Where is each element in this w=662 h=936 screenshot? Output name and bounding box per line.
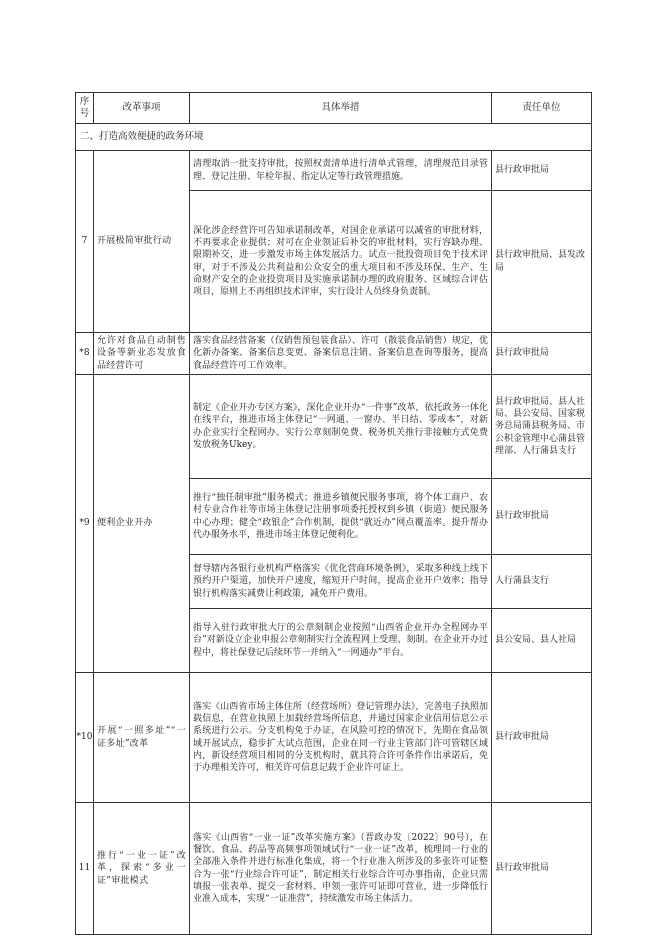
responsible-unit: 县行政审批局: [492, 333, 592, 375]
header-row: [76, 93, 592, 124]
responsible-unit: 县公安局、县人社局: [492, 609, 592, 673]
measure-text: 深化涉企经营许可告知承诺制改革，对国企业承诺可以减省的审批材料，不再要求企业提供；对可在企业领证后补交的审批材料，实行容缺办理、限期补交，进一步激发市场主体发展活力。试点一批投资项目免于技术评审，对于不涉及公共利益和公众安全的重大项目和不涉及环保、生产、生命财产安全的企业投资项目及实施承诺制办理的政府服务、区域综合评估项目，原则上不再组织技术评审，实行设计人员终身负责制。: [190, 191, 492, 333]
measure-text: 督导辖内各银行业机构严格落实《优化营商环境条例》，采取多种线上线下预约开户渠道，加快开户速度，缩短开户时间，提高企业开户效率；指导银行机构落实减费让利政策，减免开户费用。: [190, 555, 492, 609]
responsible-unit: 县行政审批局、县人社局、县公安局、国家税务总局蒲县税务局、市公积金管理中心蒲县管理部、人行蒲县支行: [492, 375, 592, 479]
table-row: [76, 803, 592, 935]
measure-text: 落实《山西省“一业一证”改革实施方案》（晋政办发〔2022〕90号），在餐饮、食品、药品等高频事项领域试行“一业一证”改革，梳理同一行业的全部准入条件并进行标准化集成，将一个行业准入所涉及的多张许可证整合为一张“行业综合许可证”，制定相关行业综合许可办事指南，企业只需填报一张表单、提交一套材料、申领一张许可证即可营业，进一步降低行业准入成本，实现“一证准营”，持续激发市场主体活力。: [190, 803, 492, 935]
responsible-unit: 县行政审批局: [492, 803, 592, 935]
reform-item: 允许对食品自动制售设备等新业态发放食品经营许可: [94, 333, 190, 375]
reform-item: 开展“一照多址”“一证多址”改革: [94, 673, 190, 803]
responsible-unit: 县行政审批局: [492, 479, 592, 555]
row-number: *8: [76, 333, 94, 375]
table-row: [76, 673, 592, 803]
measure-text: 落实食品经营备案（仅销售预包装食品）、许可（散装食品销售）规定，优化新办备案、备案信息变更、备案信息注销、备案信息查询等服务，提高食品经营许可工作效率。: [190, 333, 492, 375]
row-number: *10: [76, 673, 94, 803]
header-item: 改革事项: [94, 93, 190, 124]
responsible-unit: 人行蒲县支行: [492, 555, 592, 609]
row-number: 7: [76, 151, 94, 333]
measure-text: 推行“独任制审批”服务模式；推进乡镇便民服务事项，将个体工商户、农村专业合作社等市场主体登记注册事项委托授权到乡镇（街道）便民服务中心办理；健全“政银企”合作机制，提供“就近办”网点覆盖率。提升帮办代办服务水平，推进市场主体登记便利化。: [190, 479, 492, 555]
header-unit: 责任单位: [492, 93, 592, 124]
measure-text: 指导入驻行政审批大厅的公章刻制企业按照“山西省企业开办全程网办平台”对新设立企业申报公章刻制实行全流程网上受理、刻制。在企业开办过程中，将社保登记后续环节一并纳入“一网通办”平台。: [190, 609, 492, 673]
reform-item: 开展极简审批行动: [94, 151, 190, 333]
row-number: 11: [76, 803, 94, 935]
section-row: [76, 124, 592, 151]
measure-text: 清理取消一批支持审批，按照权责清单进行清单式管理，清理规范目录管理、登记注册、年检年报、指定认定等行政管理措施。: [190, 151, 492, 191]
header-no: 序号: [76, 93, 94, 124]
reform-item: 便利企业开办: [94, 375, 190, 673]
table-row: [76, 151, 592, 191]
row-number: *9: [76, 375, 94, 673]
table-row: [76, 333, 592, 375]
responsible-unit: 县行政审批局、县发改局: [492, 191, 592, 333]
table-row: [76, 375, 592, 479]
measure-text: 落实《山西省市场主体住所（经营场所）登记管理办法》，完善电子执照加载信息，在营业执照上加载经营场所信息，并通过国家企业信用信息公示系统进行公示。分支机构免于办证，在风险可控的情况下，先期在食品领域开展试点，稳步扩大试点范围，企业在同一行业主管部门许可管辖区域内，新设经营项目相同的分支机构时，就其符合许可条件作出承诺后，免于办理相关许可，相关许可信息记载于企业许可证上。: [190, 673, 492, 803]
responsible-unit: 县行政审批局: [492, 673, 592, 803]
responsible-unit: 县行政审批局: [492, 151, 592, 191]
measure-text: 制定《企业开办专区方案》，深化企业开办“一件事”改革，依托政务一体化在线平台，推进市场主体登记“一网通、一窗办、半日结、零成本”，对新办企业实行全程网办。实行公章刻制免费、税务机关推行非接触方式免费发放税务Ukey。: [190, 375, 492, 479]
header-measures: 具体举措: [190, 93, 492, 124]
section-title: 二、打造高效便捷的政务环境: [76, 124, 592, 151]
reform-item: 推行“一业一证”改革，探索“多业一证”审批模式: [94, 803, 190, 935]
reform-table: [75, 92, 592, 935]
